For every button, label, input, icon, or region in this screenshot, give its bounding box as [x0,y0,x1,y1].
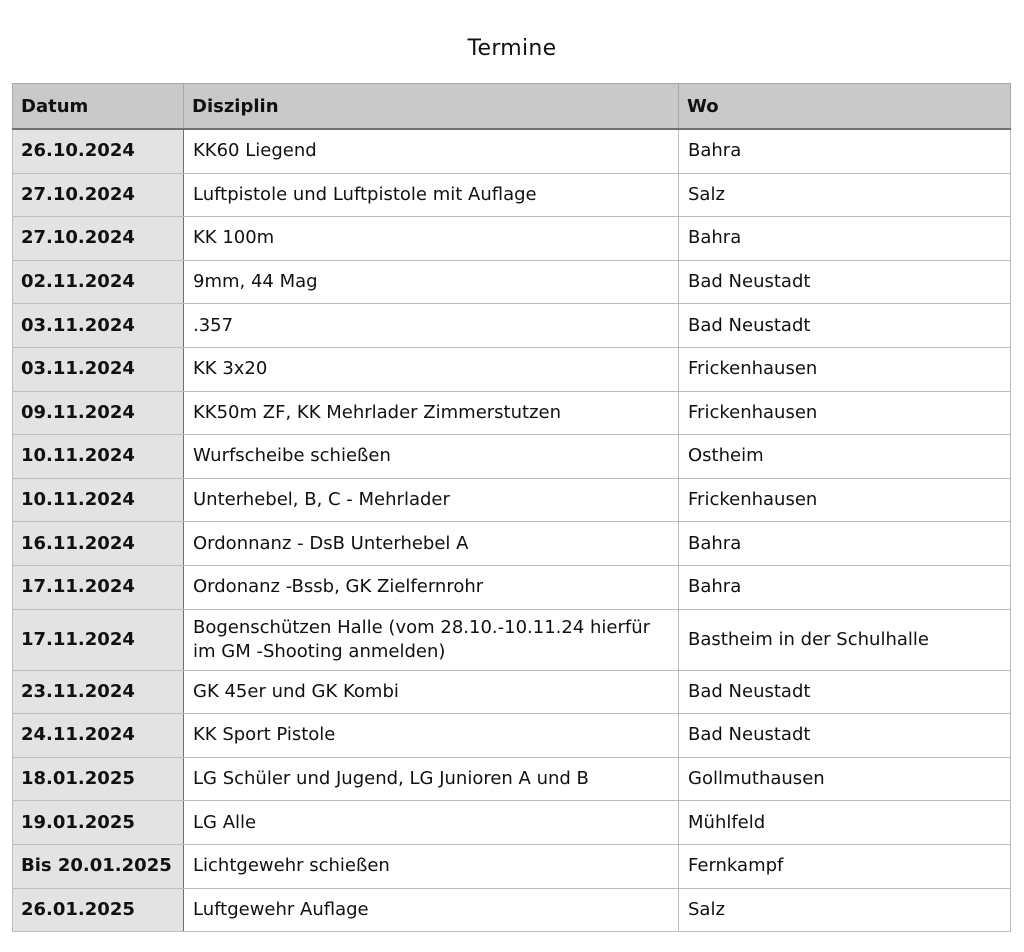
cell-wo: Gollmuthausen [679,757,1011,801]
table-row [13,391,1011,435]
cell-disziplin: Wurfscheibe schießen [184,435,679,479]
cell-datum: 23.11.2024 [13,670,184,714]
cell-datum: 26.10.2024 [13,129,184,173]
cell-disziplin: KK 3x20 [184,347,679,391]
header-wo: Wo [679,84,1011,130]
table-row [13,565,1011,609]
table-row [13,217,1011,261]
table-row [13,609,1011,670]
cell-wo: Bad Neustadt [679,714,1011,758]
cell-disziplin: KK 100m [184,217,679,261]
table-row [13,173,1011,217]
cell-datum: 16.11.2024 [13,522,184,566]
header-row [13,84,1011,130]
cell-wo: Bahra [679,217,1011,261]
table-row [13,801,1011,845]
cell-disziplin: Ordonanz -Bssb, GK Zielfernrohr [184,565,679,609]
cell-datum: 10.11.2024 [13,478,184,522]
cell-datum: Bis 20.01.2025 [13,844,184,888]
cell-wo: Bad Neustadt [679,304,1011,348]
cell-disziplin: .357 [184,304,679,348]
cell-disziplin: LG Schüler und Jugend, LG Junioren A und B [184,757,679,801]
table-row [13,129,1011,173]
cell-disziplin: LG Alle [184,801,679,845]
cell-datum: 02.11.2024 [13,260,184,304]
cell-wo: Salz [679,888,1011,932]
cell-datum: 17.11.2024 [13,565,184,609]
page-title: Termine [467,36,557,61]
cell-disziplin: Lichtgewehr schießen [184,844,679,888]
cell-datum: 03.11.2024 [13,304,184,348]
cell-disziplin: Luftgewehr Auflage [184,888,679,932]
cell-disziplin: KK60 Liegend [184,129,679,173]
table-row [13,670,1011,714]
cell-wo: Bastheim in der Schulhalle [679,609,1011,670]
table-row [13,347,1011,391]
cell-datum: 27.10.2024 [13,173,184,217]
cell-wo: Frickenhausen [679,478,1011,522]
cell-disziplin: KK Sport Pistole [184,714,679,758]
cell-wo: Frickenhausen [679,391,1011,435]
cell-wo: Bahra [679,129,1011,173]
cell-datum: 26.01.2025 [13,888,184,932]
cell-datum: 09.11.2024 [13,391,184,435]
termine-table [12,83,1011,932]
cell-datum: 27.10.2024 [13,217,184,261]
cell-wo: Ostheim [679,435,1011,479]
cell-disziplin: Luftpistole und Luftpistole mit Auflage [184,173,679,217]
header-datum: Datum [13,84,184,130]
cell-wo: Fernkampf [679,844,1011,888]
table-row [13,478,1011,522]
cell-datum: 24.11.2024 [13,714,184,758]
table-row [13,304,1011,348]
table-row [13,714,1011,758]
cell-disziplin: Unterhebel, B, C - Mehrlader [184,478,679,522]
cell-wo: Salz [679,173,1011,217]
cell-disziplin: Ordonnanz - DsB Unterhebel A [184,522,679,566]
cell-datum: 17.11.2024 [13,609,184,670]
cell-wo: Mühlfeld [679,801,1011,845]
table-row [13,757,1011,801]
cell-datum: 03.11.2024 [13,347,184,391]
cell-wo: Frickenhausen [679,347,1011,391]
cell-disziplin: GK 45er und GK Kombi [184,670,679,714]
cell-datum: 19.01.2025 [13,801,184,845]
header-disziplin: Disziplin [184,84,679,130]
table-row [13,435,1011,479]
table-row [13,844,1011,888]
cell-wo: Bahra [679,565,1011,609]
cell-wo: Bad Neustadt [679,670,1011,714]
cell-disziplin: KK50m ZF, KK Mehrlader Zimmerstutzen [184,391,679,435]
cell-disziplin: Bogenschützen Halle (vom 28.10.-10.11.24 hierfür im GM -Shooting anmelden) [184,609,679,670]
cell-datum: 10.11.2024 [13,435,184,479]
cell-wo: Bad Neustadt [679,260,1011,304]
table-body [13,129,1011,932]
table-row [13,260,1011,304]
cell-wo: Bahra [679,522,1011,566]
table-row [13,888,1011,932]
table-row [13,522,1011,566]
table-header [13,84,1011,130]
cell-datum: 18.01.2025 [13,757,184,801]
cell-disziplin: 9mm, 44 Mag [184,260,679,304]
